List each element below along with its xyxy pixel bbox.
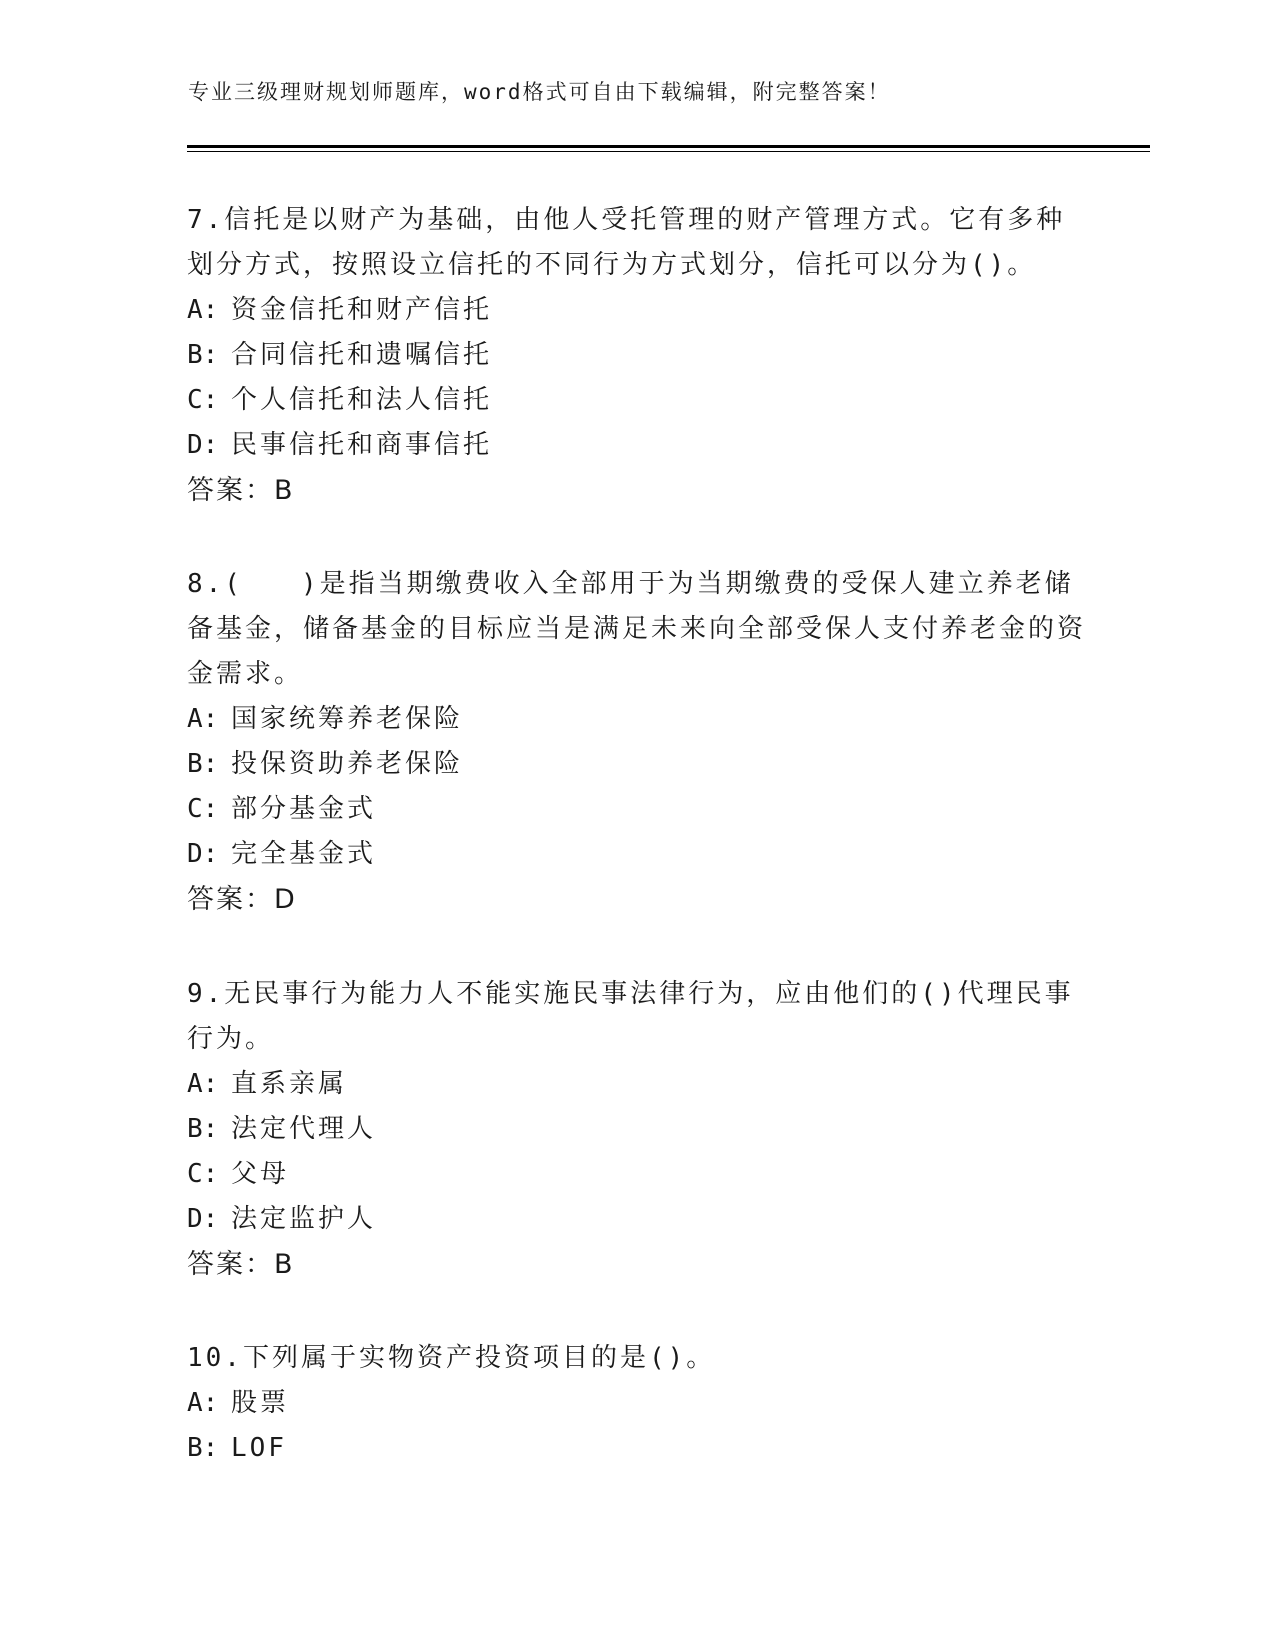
- option-a: [187, 1062, 1087, 1107]
- option-key: B:: [187, 1114, 219, 1144]
- option-text: 部分基金式: [231, 794, 377, 824]
- option-key: C:: [187, 1159, 219, 1189]
- option-key: A:: [187, 1388, 219, 1418]
- option-key: D:: [187, 839, 219, 869]
- option-b: [187, 1426, 1087, 1471]
- option-key: A:: [187, 704, 219, 734]
- option-text: 民事信托和商事信托: [231, 430, 493, 460]
- option-text: 法定代理人: [231, 1114, 377, 1144]
- option-b: [187, 742, 1087, 787]
- option-key: B:: [187, 749, 219, 779]
- option-text: LOF: [231, 1433, 287, 1463]
- option-key: A:: [187, 295, 219, 325]
- option-d: [187, 832, 1087, 877]
- question-stem: 7.信托是以财产为基础，由他人受托管理的财产管理方式。它有多种划分方式，按照设立信托的不同行为方式划分，信托可以分为()。: [187, 205, 1066, 280]
- question-stem: 10.下列属于实物资产投资项目的是()。: [187, 1343, 716, 1373]
- option-text: 直系亲属: [231, 1069, 348, 1099]
- question-8: [187, 562, 1087, 922]
- question-9: [187, 972, 1087, 1287]
- option-key: B:: [187, 1433, 219, 1463]
- answer-line: [187, 877, 1087, 922]
- option-text: 父母: [231, 1159, 290, 1189]
- question-10: [187, 1336, 1087, 1471]
- answer-label: 答案：: [187, 884, 274, 915]
- option-text: 资金信托和财产信托: [231, 295, 493, 325]
- answer-label: 答案：: [187, 475, 274, 506]
- answer-value: D: [274, 884, 295, 915]
- question-stem: 9.无民事行为能力人不能实施民事法律行为，应由他们的()代理民事行为。: [187, 979, 1074, 1054]
- option-text: 法定监护人: [231, 1204, 377, 1234]
- header-rule-thick: [187, 145, 1150, 148]
- option-text: 合同信托和遗嘱信托: [231, 340, 493, 370]
- option-b: [187, 333, 1087, 378]
- option-c: [187, 378, 1087, 423]
- option-c: [187, 1152, 1087, 1197]
- option-key: D:: [187, 1204, 219, 1234]
- option-c: [187, 787, 1087, 832]
- answer-value: B: [274, 1249, 293, 1280]
- option-key: B:: [187, 340, 219, 370]
- option-d: [187, 423, 1087, 468]
- answer-value: B: [274, 475, 293, 506]
- answer-line: [187, 1242, 1087, 1287]
- answer-label: 答案：: [187, 1249, 274, 1280]
- option-d: [187, 1197, 1087, 1242]
- option-text: 个人信托和法人信托: [231, 385, 493, 415]
- option-a: [187, 288, 1087, 333]
- answer-line: [187, 468, 1087, 513]
- header-rule-thin: [187, 151, 1150, 152]
- option-key: C:: [187, 385, 219, 415]
- option-key: D:: [187, 430, 219, 460]
- option-text: 股票: [231, 1388, 290, 1418]
- option-key: C:: [187, 794, 219, 824]
- question-7: [187, 198, 1087, 513]
- option-text: 完全基金式: [231, 839, 377, 869]
- option-text: 国家统筹养老保险: [231, 704, 464, 734]
- option-key: A:: [187, 1069, 219, 1099]
- option-a: [187, 1381, 1087, 1426]
- page-header: 专业三级理财规划师题库，word格式可自由下载编辑，附完整答案！: [188, 80, 891, 104]
- option-a: [187, 697, 1087, 742]
- option-text: 投保资助养老保险: [231, 749, 464, 779]
- option-b: [187, 1107, 1087, 1152]
- question-stem: 8.( )是指当期缴费收入全部用于为当期缴费的受保人建立养老储备基金，储备基金的目标应当是满足未来向全部受保人支付养老金的资金需求。: [187, 569, 1087, 689]
